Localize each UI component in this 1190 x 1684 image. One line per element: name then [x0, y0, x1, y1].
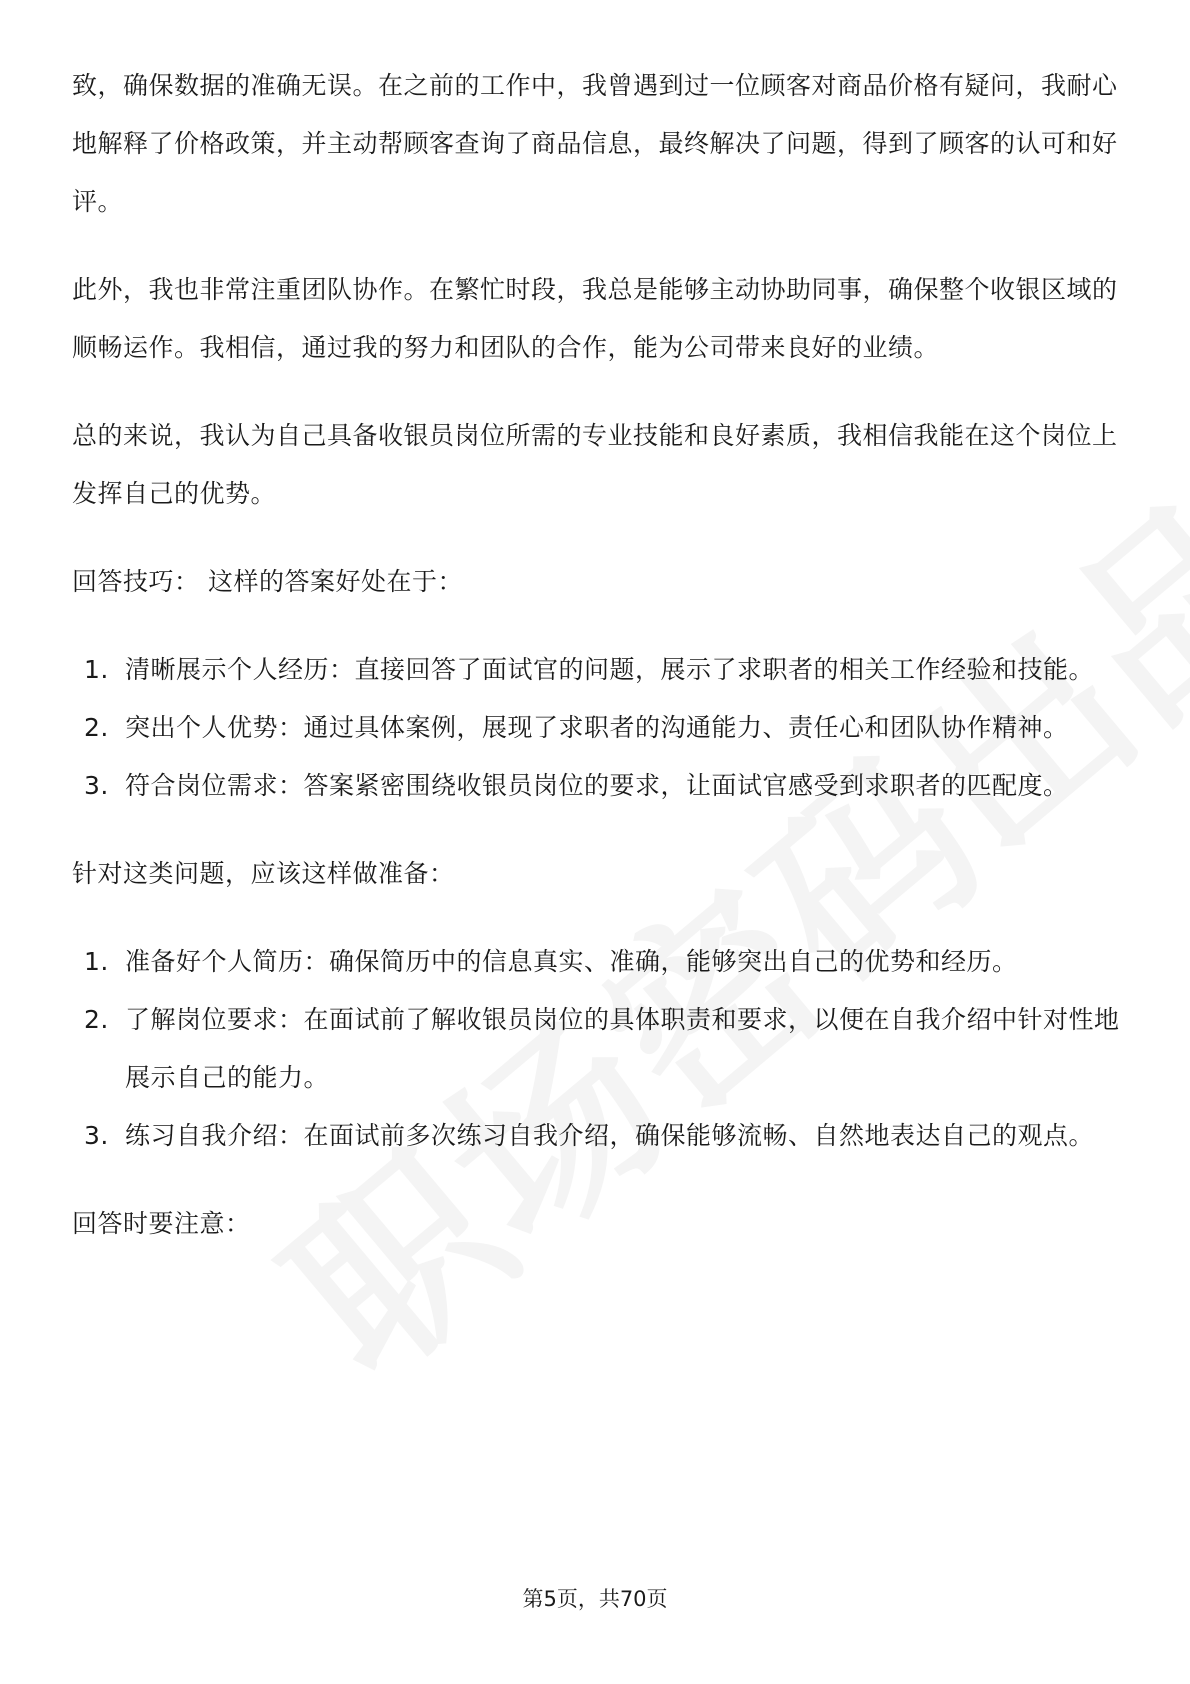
- list-item: [72, 699, 1122, 757]
- list-item-text: 准备好个人简历：确保简历中的信息真实、准确，能够突出自己的优势和经历。: [125, 947, 1018, 976]
- list-item-number: 1.: [84, 655, 109, 684]
- list-item: [72, 991, 1122, 1107]
- list-item: [72, 933, 1122, 991]
- paragraph-3: 总的来说，我认为自己具备收银员岗位所需的专业技能和良好素质，我相信我能在这个岗位上发挥自己的优势。: [72, 421, 1118, 508]
- list-item-text: 了解岗位要求：在面试前了解收银员岗位的具体职责和要求，以便在自我介绍中针对性地展示自己的能力。: [125, 1005, 1120, 1092]
- list-item-text: 突出个人优势：通过具体案例，展现了求职者的沟通能力、责任心和团队协作精神。: [125, 713, 1069, 742]
- tips-heading: 回答技巧： 这样的答案好处在于：: [72, 567, 463, 596]
- list-item-text: 符合岗位需求：答案紧密围绕收银员岗位的要求，让面试官感受到求职者的匹配度。: [125, 771, 1069, 800]
- list-item-number: 3.: [84, 771, 109, 800]
- notes-heading: 回答时要注意：: [72, 1209, 251, 1238]
- list-item-number: 2.: [84, 1005, 109, 1034]
- list-item-number: 3.: [84, 1121, 109, 1150]
- list-item: [72, 757, 1122, 815]
- list-item-text: 清晰展示个人经历：直接回答了面试官的问题，展示了求职者的相关工作经验和技能。: [125, 655, 1095, 684]
- list-item-number: 2.: [84, 713, 109, 742]
- prep-heading: 针对这类问题，应该这样做准备：: [72, 859, 455, 888]
- list-item: [72, 1107, 1122, 1165]
- document-body: [72, 57, 1122, 1283]
- page-number: 第5页，共70页: [522, 1587, 668, 1611]
- tips-list: [72, 641, 1122, 815]
- list-item: [72, 641, 1122, 699]
- paragraph-2: 此外，我也非常注重团队协作。在繁忙时段，我总是能够主动协助同事，确保整个收银区域的顺畅运作。我相信，通过我的努力和团队的合作，能为公司带来良好的业绩。: [72, 275, 1118, 362]
- list-item-number: 1.: [84, 947, 109, 976]
- list-item-text: 练习自我介绍：在面试前多次练习自我介绍，确保能够流畅、自然地表达自己的观点。: [125, 1121, 1095, 1150]
- prep-list: [72, 933, 1122, 1165]
- paragraph-1: 致，确保数据的准确无误。在之前的工作中，我曾遇到过一位顾客对商品价格有疑问，我耐心地解释了价格政策，并主动帮顾客查询了商品信息，最终解决了问题，得到了顾客的认可和好评。: [72, 71, 1118, 216]
